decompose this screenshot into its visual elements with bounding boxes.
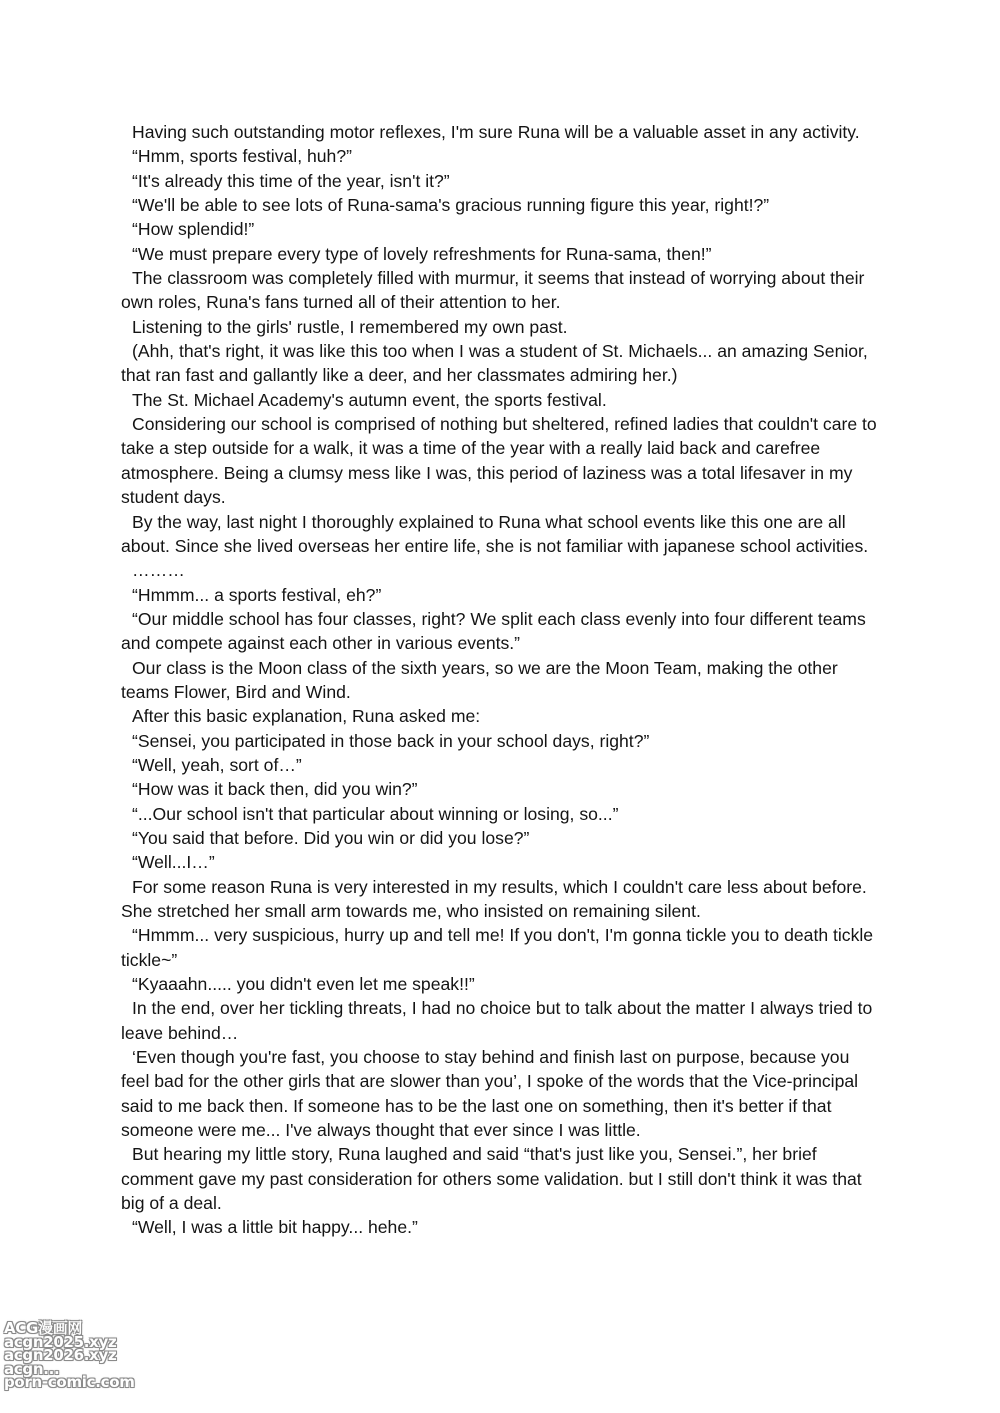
paragraph: Considering our school is comprised of nothing but sheltered, refined ladies that couldn't care to take a step outside for a walk, it was a time of the year with a really laid back and carefree atmosphere. Being a clumsy mess like I was, this period of laziness was a total lifesaver in my student days. — [121, 414, 877, 508]
paragraph: Listening to the girls' rustle, I remembered my own past. — [132, 316, 568, 337]
paragraph: ……… — [132, 560, 185, 581]
paragraph: “Hmmm... very suspicious, hurry up and tell me! If you don't, I'm gonna tickle you to death tickle tickle~” — [121, 925, 874, 970]
paragraph: “Kyaaahn..... you didn't even let me speak!!” — [132, 974, 475, 995]
paragraph: “We must prepare every type of lovely refreshments for Runa-sama, then!” — [132, 243, 712, 264]
watermark-line: ACG漫画网 — [4, 1319, 83, 1337]
paragraph: Our class is the Moon class of the sixth years, so we are the Moon Team, making the other teams Flower, Bird and Wind. — [121, 657, 838, 702]
watermark-line: acgn2025.xyz — [4, 1332, 117, 1351]
paragraph: By the way, last night I thoroughly explained to Runa what school events like this one are all about. Since she lived overseas her entire life, she is not familiar with japanese school activities. — [121, 511, 869, 556]
watermark-line: acgn... — [4, 1359, 60, 1378]
story-text — [121, 120, 881, 1240]
paragraph: “Well...I…” — [132, 852, 215, 873]
paragraph: In the end, over her tickling threats, I had no choice but to talk about the matter I always tried to leave behind… — [121, 998, 873, 1043]
paragraph: “...Our school isn't that particular about winning or losing, so...” — [132, 803, 619, 824]
paragraph: (Ahh, that's right, it was like this too when I was a student of St. Michaels... an amazing Senior, that ran fast and gallantly like a deer, and her classmates admiring her.) — [121, 341, 868, 386]
paragraph: “How splendid!” — [132, 219, 255, 240]
paragraph: Having such outstanding motor reflexes, I'm sure Runa will be a valuable asset in any activity. — [132, 122, 860, 142]
paragraph: “How was it back then, did you win?” — [132, 779, 418, 800]
watermark-line: porn-comic.com — [4, 1373, 135, 1391]
paragraph: “You said that before. Did you win or did you lose?” — [132, 827, 530, 848]
paragraph: “Hmmm... a sports festival, eh?” — [132, 584, 382, 605]
paragraph: But hearing my little story, Runa laughed and said “that's just like you, Sensei.”, her brief comment gave my past consideration for others some validation. but I still don't think it was that big of a deal. — [121, 1144, 862, 1214]
paragraph: “Sensei, you participated in those back in your school days, right?” — [132, 730, 650, 751]
paragraph: “Hmm, sports festival, huh?” — [132, 146, 352, 167]
paragraph: For some reason Runa is very interested in my results, which I couldn't care less about before. She stretched her small arm towards me, who insisted on remaining silent. — [121, 876, 867, 921]
paragraph: “Well, yeah, sort of…” — [132, 754, 302, 775]
watermark-line: acgn2026.xyz — [4, 1346, 117, 1364]
paragraph: “Our middle school has four classes, right? We split each class evenly into four different teams and compete against each other in various events.” — [121, 608, 866, 654]
paragraph: “We'll be able to see lots of Runa-sama's gracious running figure this year, right!?” — [132, 195, 770, 216]
site-watermark — [4, 1319, 144, 1391]
paragraph: “Well, I was a little bit happy... hehe.” — [132, 1217, 418, 1238]
paragraph: After this basic explanation, Runa asked me: — [132, 706, 481, 727]
paragraph: ‘Even though you're fast, you choose to stay behind and finish last on purpose, because you feel bad for the other girls that are slower than you’, I spoke of the words that the Vice-principal said to me back then. If someone has to be the last one on something, then it's better if that someone were me... I've always thought that ever since I was little. — [121, 1047, 859, 1141]
paragraph: “It's already this time of the year, isn't it?” — [132, 170, 450, 191]
paragraph: The classroom was completely filled with murmur, it seems that instead of worrying about their own roles, Runa's fans turned all of their attention to her. — [121, 268, 865, 313]
paragraph: The St. Michael Academy's autumn event, the sports festival. — [132, 389, 607, 410]
